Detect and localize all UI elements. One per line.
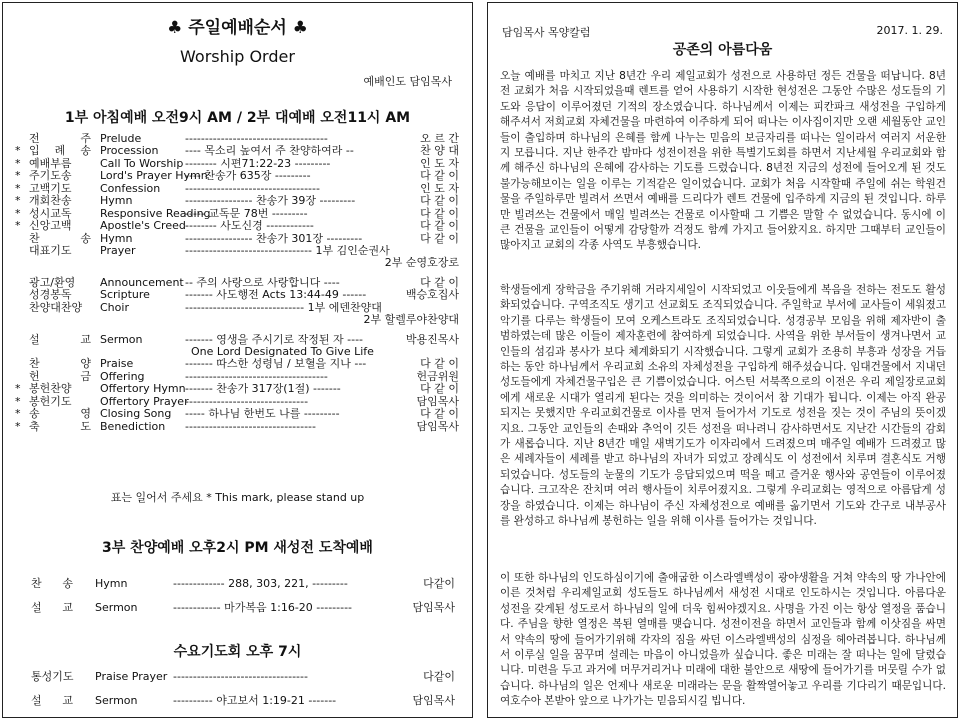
order-item-korean: 입 례 송	[29, 144, 91, 158]
order-item-korean: 봉헌찬양	[29, 382, 72, 396]
order-item-english: Prayer	[100, 243, 136, 257]
stand-mark: *	[15, 219, 21, 233]
afternoon-service-heading: 3부 찬양예배 오후2시 PM 새성전 도착예배	[102, 540, 373, 556]
order-row	[15, 195, 461, 207]
order-item-english: Hymn	[100, 194, 133, 208]
order-item-detail: ------------------------------------	[185, 133, 328, 145]
order-item-english: Offertory Prayer	[100, 394, 189, 408]
order-item-detail: ---------------------------------	[185, 420, 316, 433]
order-item-detail: ---- 목소리 높여서 주 찬양하여라 --	[185, 145, 354, 158]
worship-order-page	[2, 2, 473, 718]
order-item-english: Praise	[100, 357, 134, 371]
order-item-korean: 성경봉독	[29, 288, 72, 302]
order-row	[15, 158, 461, 170]
order-row	[15, 277, 461, 289]
order-item-leader: 다 같 이	[420, 357, 459, 371]
order-row	[15, 145, 461, 157]
order-row	[15, 383, 461, 395]
order-item-english: Offertory Hymn	[100, 382, 186, 396]
order-item-detail: ----- 하나님 한번도 나를 ---------	[185, 408, 340, 421]
order-item-english: Sermon	[100, 332, 143, 346]
order-item-leader: 박용진목사	[405, 332, 459, 346]
column-label: 담임목사 목양칼럼	[502, 26, 591, 39]
order-item-detail: -- 주의 사랑으로 사랑합니다 ----	[185, 276, 340, 289]
order-item-leader: 다 같 이	[420, 407, 459, 421]
order-row	[15, 233, 461, 245]
order-item-leader: 담임목사	[412, 694, 455, 707]
order-item-korean: 개회찬송	[29, 194, 72, 208]
stand-mark: *	[15, 194, 21, 208]
order-list	[15, 133, 461, 433]
order-item-detail: ------- 영생을 주시기로 작정된 자 ----	[185, 333, 364, 346]
order-item-korean: 찬 송	[29, 231, 91, 245]
order-item-korean: 신앙고백	[29, 219, 72, 233]
order-item-detail: ------------- 288, 303, 221, ---------	[173, 577, 348, 590]
order-row	[31, 665, 457, 689]
order-row	[31, 596, 457, 620]
order-item-korean: 성시교독	[29, 206, 72, 220]
order-item-korean: 축 도	[29, 419, 91, 433]
column-paragraph-1: 오늘 예배를 마치고 지난 8년간 우리 제일교회가 성전으로 사용하던 정든 건물을 떠납니다. 8년전 교회가 처음 시작되었을때 렌트를 얻어 사용하기 시작한 현성전은 그동안 수많은 성도들의 기도와 응답이 이루어졌던 기적의 장소였습니다. 하나님께서 이제는 피칸파크 새성전을 구입하게 해주셔서 저희교회 자체건물을 마련하여 이주하게 되어 떠나는 이사집이지만 오랜 세월동안 교인들이 출입하며 하나님의 은혜를 함께 나누는 믿음의 보금자리를 떠나는 일이라서 여러지 서운한지 모릅니다. 지난 한주간 밤마다 성전이전을 위한 특별기도회를 하면서 지난세월 우리교회와 함께 해주신 하나님의 은혜에 감사하는 기도를 드렸습니다. 8년전 지금의 성전에 들어오게 된 것도 불가능해보이는 일을 이루는 기적같은 일이었습니다. 교회가 처음 시작할때 주일에 쉬는 학원건물을 주일하루만 빌려서 쓰면서 예배를 드리다가 렌트 건물에 입주하게 지금의 된 것입니다. 하루만 빌려쓰는 건물에서 매일 빌려쓰는 건물로 이사할때 그 기쁨은 말할 수 없었습니다. 동시에 이 큰 건물을 교인들이 어떻게 감당할까 걱정도 함께 가지고 들어왔지요. 하지만 그때부터 교인들이 많아지고 교회의 각종 사역도 부흥했습니다.	[500, 70, 946, 252]
order-item-detail: ------- 따스한 성령님 / 보혈을 지나 ---	[185, 358, 367, 371]
wednesday-service-heading: 수요기도회 오후 7시	[173, 644, 302, 660]
order-row	[15, 208, 461, 220]
order-item-korean: 고백기도	[29, 181, 72, 195]
order-item-english: Apostle's Creed	[100, 219, 186, 233]
bulletin-subtitle: Worship Order	[180, 47, 295, 66]
order-item-detail: ------- 사도행전 Acts 13:44-49 ------	[185, 289, 367, 302]
order-item-leader: 다 같 이	[420, 169, 459, 183]
order-item-leader: 다 같 이	[420, 194, 459, 208]
order-item-detail: ----------------------------------	[185, 182, 320, 195]
wednesday-list	[31, 665, 457, 713]
order-item-english: Lord's Prayer Hymn	[100, 169, 208, 183]
order-row	[15, 289, 461, 301]
stand-mark: *	[15, 144, 21, 158]
order-item-leader: 다같이	[423, 577, 455, 590]
order-item-english: Sermon	[95, 694, 138, 707]
stand-mark: *	[15, 181, 21, 195]
column-paragraph-3: 이 또한 하나님의 인도하심이기에 출애굽한 이스라엘백성이 광야생활을 거쳐 약속의 땅 가나안에 이른 것처럼 우리제일교회 성도들도 하나님께서 새성전 시대로 인도하시는 것입니다. 아름다운 성전을 갖게된 성도로서 하나님의 일에 더욱 힘써야겠지요. 사명을 가진 이는 항상 열정을 품습니다. 주님을 향한 열정은 복된 열매를 맺습니다. 성전이전을 하면서 교인들과 함께 이삿짐을 싸면서 약속의 땅에 들어가기위해 각자의 짐을 싸던 이스라엘백성의 심정을 헤아려봅니다. 하나님께서 이루실 일을 꿈꾸며 설레는 마음이 아니었을까 싶습니다. 좋은 미래는 잘 떠나는 일에 달렸습니다. 미련을 두고 과거에 머무거리거나 미래에 대한 불안으로 새땅에 들어가기를 머뭇릴 수가 없습니다. 하나님의 일은 언제나 새로운 미래라는 문을 활짝열어놓고 우리를 기다리기 때문입니다. 여호수아 본받아 앞으로 나가가는 믿음되시길 빕니다.	[500, 572, 946, 708]
order-item-leader: 담임목사	[416, 419, 459, 433]
order-item-english: Choir	[100, 300, 129, 314]
order-row	[15, 220, 461, 232]
column-date: 2017. 1. 29.	[876, 24, 943, 37]
order-item-leader-2: 2부 할렐루야찬양대	[363, 313, 459, 327]
order-item-korean: 봉헌기도	[29, 394, 72, 408]
order-row	[15, 371, 461, 383]
order-item-korean: 찬양대찬양	[29, 300, 83, 314]
order-item-korean: 찬 송	[31, 577, 73, 590]
order-item-english: Responsive Reading	[100, 206, 211, 220]
order-item-detail-english: One Lord Designated To Give Life	[191, 345, 374, 359]
order-item-korean: 통성기도	[31, 670, 74, 683]
stand-mark: *	[15, 206, 21, 220]
order-row	[15, 302, 461, 327]
bulletin-title: ♣ 주일예배순서 ♣	[167, 18, 308, 38]
afternoon-list	[31, 572, 457, 620]
order-item-detail: ----------------------------------	[173, 670, 308, 683]
order-item-english: Hymn	[95, 577, 128, 590]
order-item-leader: 오 르 간	[420, 132, 459, 145]
order-item-detail: ---------- 야고보서 1:19-21 -------	[173, 694, 337, 707]
order-item-korean: 설 교	[29, 332, 91, 346]
order-item-leader: 다 같 이	[420, 382, 459, 396]
order-item-leader: 인 도 자	[420, 181, 459, 195]
order-item-leader: 다 같 이	[420, 206, 459, 220]
pastor-column-page	[487, 2, 958, 718]
order-row	[15, 183, 461, 195]
order-item-english: Call To Worship	[100, 156, 184, 170]
order-item-korean: 대표기도	[29, 243, 72, 257]
order-item-korean: 설 교	[31, 601, 73, 614]
order-item-leader: 다 같 이	[420, 275, 459, 289]
order-item-detail: ----------------- 찬송가 301장 ---------	[185, 232, 363, 245]
order-item-detail: -------- 사도신경 ------------	[185, 220, 314, 233]
order-item-korean: 찬 양	[29, 357, 91, 371]
stand-mark: *	[15, 394, 21, 408]
order-item-english: Scripture	[100, 288, 150, 302]
order-row	[15, 421, 461, 433]
worship-leader: 예배인도 담임목사	[363, 75, 452, 88]
order-row	[31, 689, 457, 713]
order-item-korean: 헌 금	[29, 369, 91, 383]
stand-mark: *	[15, 169, 21, 183]
order-item-leader: 다같이	[423, 670, 455, 683]
order-item-leader: 찬 양 대	[420, 144, 459, 158]
stand-note: 표는 일어서 주세요 * This mark, please stand up	[110, 491, 365, 504]
stand-mark: *	[15, 419, 21, 433]
stand-mark: *	[15, 382, 21, 396]
order-item-detail: -------------------------------- 1부 김인순권사	[185, 244, 390, 257]
order-item-english: Praise Prayer	[95, 670, 168, 683]
order-item-korean: 예배부름	[29, 156, 72, 170]
order-row	[15, 170, 461, 182]
order-item-detail: ----------------- 찬송가 39장 ---------	[185, 195, 356, 208]
column-paragraph-2: 학생들에게 장학금을 주기위해 거라지세일이 시작되었고 이웃들에게 복음을 전하는 전도도 활성화되었습니다. 구역조직도 생기고 선교회도 조직되었습니다. 주일학교 부서에 교사들이 세워졌고 악기를 다루는 학생들이 모여 오케스트라도 조직되었습니다. 성경공부 모임을 위해 제자반이 출범하였는데 많은 이들이 제자훈련에 참여하게 되었습니다. 사역을 위한 부서들이 생겨나면서 교인들의 섬김과 봉사가 보다 체계화되기 시작했습니다. 그렇게 교회가 조용히 부흥과 성장을 거듭하는 동안 하나님께서 우리교회 소유의 자체성전을 구입하게 해주셨습니다. 임대건물에서 지내던 성도들에게 자체건물구입은 큰 기쁨이었습니다. 어스틴 서북쪽으로의 이전은 우리 제일장로교회에게 새로운 시대가 열리게 된다는 것을 의미하는 것이어서 참 기대가 됩니다. 이제는 아직 완공되지는 못했지만 우리교회건물로 이사를 먼저 들어가서 기도로 성전을 짓는 것이 주님의 뜻이겠지요. 그동안 교인들의 손때와 추억이 깃든 성전을 떠나려니 감사하면서도 지난간 시간들의 감회가 새롭습니다. 지난 8년간 매일 새벽기도가 이자리에서 드려졌으며 매주일 예배가 드려졌고 많은 세례자들이 세례를 받고 하나님의 자녀가 되었고 장례식도 이 성전에서 치루며 결혼식도 거행되었습니다. 성도들의 눈물의 기도가 응답되었으며 떡을 떼고 즐거운 행사와 공연들이 이루어졌습니다. 크고작은 잔치며 여러 행사들이 치루어졌지요. 그렇게 우리교회는 영적으로 아름답게 성장을 하였습니다. 이제는 하나님이 주신 자체성전으로 예배를 옮기면서 기도와 간구로 내부공사를 완성하고 하나님께 봉헌하는 일을 위해 이사를 들어가는 것입니다.	[500, 284, 946, 528]
order-item-detail: -------------------------------	[185, 395, 309, 408]
order-item-english: Sermon	[95, 601, 138, 614]
order-item-korean: 설 교	[31, 694, 73, 707]
order-item-leader: 담임목사	[412, 601, 455, 614]
order-row	[15, 408, 461, 420]
stand-mark: *	[15, 156, 21, 170]
order-item-english: Hymn	[100, 231, 133, 245]
order-item-detail: ------------------------------------	[185, 370, 328, 383]
order-item-detail: -------- 시편71:22-23 ---------	[185, 157, 331, 170]
order-item-english: Closing Song	[100, 407, 172, 421]
order-item-leader: 다 같 이	[420, 231, 459, 245]
order-item-leader: 다 같 이	[420, 219, 459, 233]
order-item-korean: 전 주	[29, 132, 91, 145]
order-item-detail: ---- 찬송가 635장 ---------	[185, 170, 311, 183]
order-item-detail: ------------ 마가복음 1:16-20 ---------	[173, 601, 353, 614]
order-item-korean: 송 영	[29, 407, 91, 421]
order-item-english: Offering	[100, 369, 145, 383]
order-item-english: Announcement	[100, 275, 184, 289]
order-item-leader: 백승호집사	[405, 288, 459, 302]
order-row	[15, 334, 461, 359]
order-row	[31, 572, 457, 596]
order-row	[15, 245, 461, 270]
order-item-detail: ------------------------------ 1부 에덴찬양대	[185, 301, 382, 314]
order-item-detail: ----- 교독문 78번 ---------	[185, 207, 308, 220]
order-item-korean: 주기도송	[29, 169, 72, 183]
order-item-leader: 헌금위원	[416, 369, 459, 383]
morning-service-heading: 1부 아침예배 오전9시 AM / 2부 대예배 오전11시 AM	[64, 110, 411, 126]
order-item-english: Benediction	[100, 419, 166, 433]
order-item-detail: ------- 찬송가 317장(1절) -------	[185, 383, 341, 396]
order-item-korean: 광고/환영	[29, 275, 76, 289]
stand-mark: *	[15, 407, 21, 421]
order-item-english: Procession	[100, 144, 159, 158]
order-item-leader: 인 도 자	[420, 156, 459, 170]
order-item-english: Confession	[100, 181, 161, 195]
order-item-leader: 담임목사	[416, 394, 459, 408]
order-item-english: Prelude	[100, 132, 142, 145]
column-title: 공존의 아름다움	[672, 42, 773, 58]
order-item-leader-2: 2부 순영호장로	[384, 256, 459, 270]
